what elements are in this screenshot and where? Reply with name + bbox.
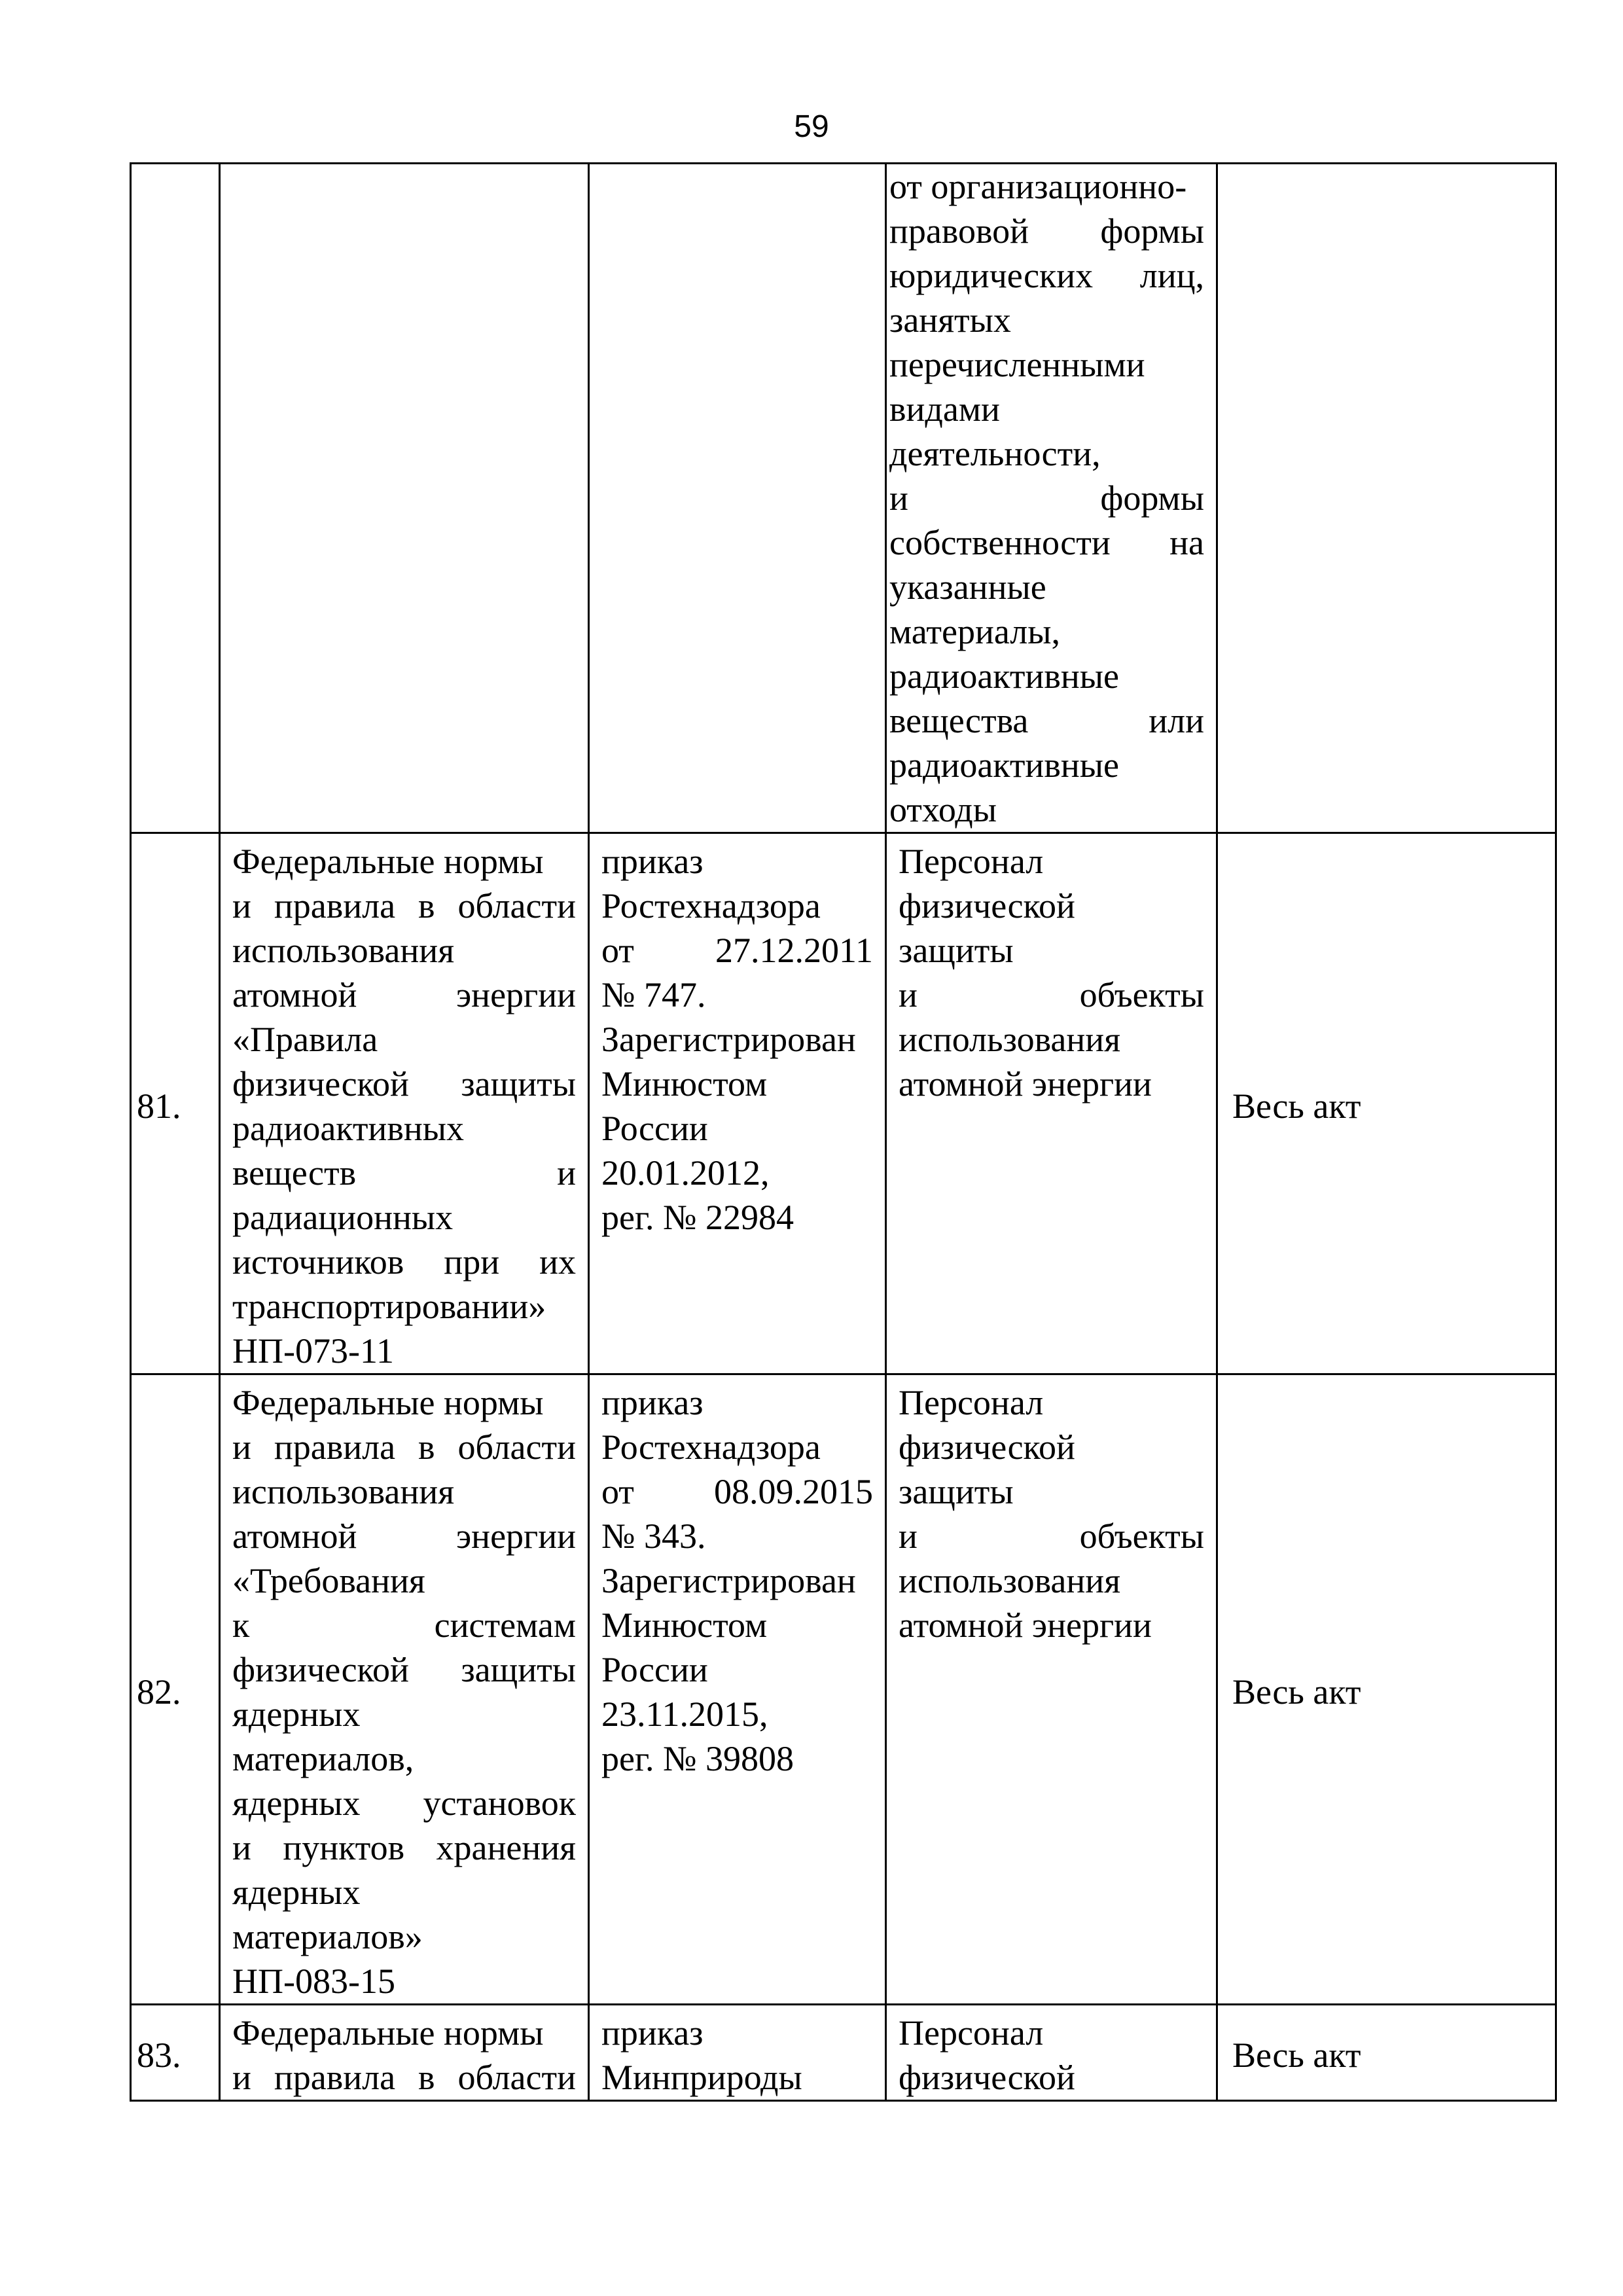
text-line: материалов» [232, 1917, 423, 1956]
text-line: веществ и [232, 1153, 576, 1193]
cell-subjects [886, 833, 1217, 1374]
text-line: № 747. [601, 975, 706, 1014]
cell-title [220, 1374, 589, 2005]
text-line: видами [889, 389, 1000, 429]
text-line: и пунктов хранения [232, 1828, 576, 1867]
text-line: и правила в области [232, 2058, 576, 2097]
table-row [131, 2005, 1556, 2101]
text-line: «Правила [232, 1020, 378, 1059]
text-line: источников при их [232, 1242, 576, 1282]
text-line: России [601, 1109, 708, 1148]
text-line: приказ [601, 1383, 704, 1422]
text-line: использования [232, 1472, 455, 1511]
text-line: использования [899, 1561, 1121, 1600]
page-number: 59 [794, 109, 829, 144]
text-line: собственности на [889, 523, 1204, 562]
text-line: № 343. [601, 1516, 706, 1556]
text-line: Федеральные нормы [232, 2013, 544, 2053]
text-line: физической [899, 2058, 1075, 2097]
text-line: радиоактивных [232, 1109, 465, 1148]
text-line: ядерных [232, 1695, 361, 1734]
text-line: и формы [889, 478, 1204, 518]
cell-act-empty [589, 164, 886, 833]
text-line: радиационных [232, 1198, 454, 1237]
text-line: НП-073-11 [232, 1331, 394, 1371]
cell-scope: Весь акт [1217, 1374, 1556, 2005]
text-line: использования [232, 931, 455, 970]
text-line: транспортировании» [232, 1287, 546, 1326]
cell-scope-empty [1217, 164, 1556, 833]
text-line: использования [899, 1020, 1121, 1059]
cell-subjects [886, 2005, 1217, 2101]
text-line: радиоактивные [889, 656, 1119, 696]
cell-subjects [886, 1374, 1217, 2005]
text-line: Зарегистрирован [601, 1020, 856, 1059]
text-line: защиты [899, 931, 1014, 970]
cell-title [220, 2005, 589, 2101]
text-line: Персонал [899, 842, 1044, 881]
cell-act [589, 833, 886, 1374]
cell-act [589, 1374, 886, 2005]
text-line: атомной энергии [232, 975, 576, 1014]
text-line: Минюстом [601, 1605, 768, 1645]
row-number: 83. [131, 2005, 220, 2101]
table-row [131, 833, 1556, 1374]
text-line: вещества или [889, 701, 1204, 740]
text-line: и объекты [899, 1516, 1204, 1556]
text-line: Ростехнадзора [601, 886, 821, 925]
text-line: защиты [899, 1472, 1014, 1511]
text-line: «Требования [232, 1561, 425, 1600]
text-line: России [601, 1650, 708, 1689]
text-line: физической защиты [232, 1650, 576, 1689]
text-line: физической [899, 1427, 1075, 1467]
cell-title-empty [220, 164, 589, 833]
text-line: указанные [889, 567, 1046, 607]
text-line: 20.01.2012, [601, 1153, 770, 1193]
table-row-continuation [131, 164, 1556, 833]
text-line: правовой формы [889, 211, 1204, 251]
text-line: атомной энергии [899, 1605, 1152, 1645]
text-line: юридических лиц, [889, 256, 1204, 295]
table-row [131, 1374, 1556, 2005]
text-line: приказ [601, 842, 704, 881]
text-line: к системам [232, 1605, 576, 1645]
text-line: Персонал [899, 1383, 1044, 1422]
text-line: материалов, [232, 1739, 414, 1778]
text-line: ядерных [232, 1873, 361, 1912]
text-line: Ростехнадзора [601, 1427, 821, 1467]
text-line: Персонал [899, 2013, 1044, 2053]
text-line: рег. № 39808 [601, 1739, 794, 1778]
cell-title [220, 833, 589, 1374]
text-line: НП-083-15 [232, 1962, 395, 2001]
row-number: 82. [131, 1374, 220, 2005]
cell-subjects-continuation [886, 164, 1217, 833]
text-line: Зарегистрирован [601, 1561, 856, 1600]
text-line: и объекты [899, 975, 1204, 1014]
text-line: физической [899, 886, 1075, 925]
cell-act [589, 2005, 886, 2101]
text-line: физической защиты [232, 1064, 576, 1103]
text-line: занятых [889, 300, 1011, 340]
acts-table [130, 162, 1557, 2102]
text-line: радиоактивные [889, 745, 1119, 785]
text-line: и правила в области [232, 886, 576, 925]
text-line: перечисленными [889, 345, 1145, 384]
row-number: 81. [131, 833, 220, 1374]
text-line: атомной энергии [899, 1064, 1152, 1103]
cell-scope: Весь акт [1217, 2005, 1556, 2101]
text-line: и правила в области [232, 1427, 576, 1467]
text-line: от 08.09.2015 [601, 1472, 873, 1511]
text-line: Федеральные нормы [232, 842, 544, 881]
text-line: атомной энергии [232, 1516, 576, 1556]
cell-scope: Весь акт [1217, 833, 1556, 1374]
text-line: ядерных установок [232, 1784, 576, 1823]
text-line: от организационно- [889, 167, 1187, 206]
text-line: деятельности, [889, 434, 1101, 473]
text-line: рег. № 22984 [601, 1198, 794, 1237]
text-line: материалы, [889, 612, 1061, 651]
text-line: Минприроды [601, 2058, 802, 2097]
text-line: Федеральные нормы [232, 1383, 544, 1422]
text-line: Минюстом [601, 1064, 768, 1103]
text-line: от 27.12.2011 [601, 931, 873, 970]
text-line: 23.11.2015, [601, 1695, 768, 1734]
text-line: приказ [601, 2013, 704, 2053]
cell-number-empty [131, 164, 220, 833]
text-line: отходы [889, 790, 997, 829]
